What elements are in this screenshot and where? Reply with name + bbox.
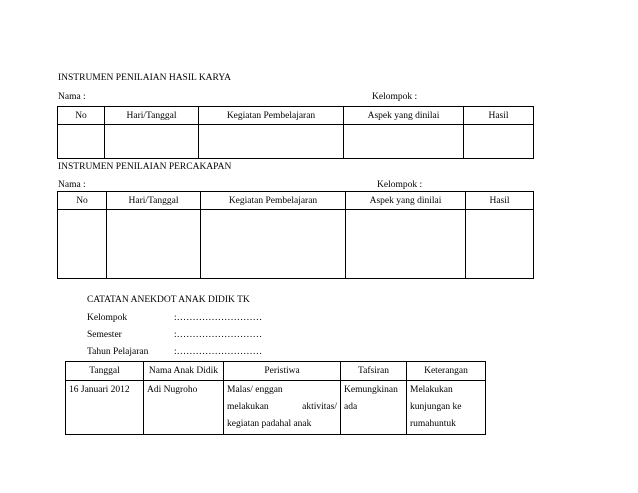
anekdot-table bbox=[65, 361, 486, 435]
table-cell bbox=[464, 125, 534, 159]
nama-value: Adi Nugroho bbox=[147, 385, 198, 395]
section1-header-hasil: Hasil bbox=[464, 107, 534, 125]
anekdot-header-nama: Nama Anak Didik bbox=[144, 362, 224, 381]
field-kelompok-label: Kelompok bbox=[87, 313, 128, 323]
section2-kelompok-label: Kelompok : bbox=[377, 180, 423, 190]
section1-nama-label: Nama : bbox=[58, 92, 86, 102]
table-cell bbox=[346, 210, 466, 279]
field-semester-value: :……………………… bbox=[174, 330, 263, 340]
table-cell bbox=[199, 125, 344, 159]
table-cell bbox=[58, 210, 107, 279]
keterangan-line-1: Melakukan bbox=[410, 385, 453, 395]
cell-tanggal bbox=[66, 381, 144, 435]
table-cell bbox=[201, 210, 346, 279]
table-row bbox=[66, 381, 486, 435]
section1-kelompok-label: Kelompok : bbox=[372, 92, 418, 102]
section2-nama-label: Nama : bbox=[58, 180, 86, 190]
field-semester-label: Semester bbox=[87, 330, 122, 340]
peristiwa-line-1: Malas/ enggan bbox=[227, 385, 283, 395]
table-cell bbox=[58, 125, 105, 159]
section1-header-aspek: Aspek yang dinilai bbox=[344, 107, 464, 125]
table-cell bbox=[344, 125, 464, 159]
peristiwa-line-2b: aktivitas/ bbox=[302, 402, 337, 412]
peristiwa-line-3: kegiatan padahal anak bbox=[227, 419, 312, 429]
cell-keterangan bbox=[407, 381, 486, 435]
section2-header-aspek: Aspek yang dinilai bbox=[346, 192, 466, 210]
section2-table bbox=[57, 191, 534, 279]
table-cell bbox=[466, 210, 534, 279]
section2-header-no: No bbox=[58, 192, 107, 210]
section2-header-hari-tanggal: Hari/Tanggal bbox=[107, 192, 201, 210]
anekdot-header-tanggal: Tanggal bbox=[66, 362, 144, 381]
table-cell bbox=[107, 210, 201, 279]
section2-title: INSTRUMEN PENILAIAN PERCAKAPAN bbox=[58, 162, 232, 172]
section2-header-hasil: Hasil bbox=[466, 192, 534, 210]
cell-tafsiran bbox=[341, 381, 407, 435]
anekdot-header-peristiwa: Peristiwa bbox=[224, 362, 341, 381]
peristiwa-line-2 bbox=[227, 399, 337, 416]
keterangan-line-3: rumahuntuk bbox=[410, 419, 456, 429]
tafsiran-line-1: Kemungkinan bbox=[344, 385, 398, 395]
tanggal-value: 16 Januari 2012 bbox=[69, 385, 130, 395]
section2-header-kegiatan: Kegiatan Pembelajaran bbox=[201, 192, 346, 210]
tafsiran-line-2: ada bbox=[344, 402, 358, 412]
field-tahun-pelajaran-label: Tahun Pelajaran bbox=[87, 347, 149, 357]
table-row bbox=[58, 125, 534, 159]
section1-header-kegiatan: Kegiatan Pembelajaran bbox=[199, 107, 344, 125]
section1-table bbox=[57, 106, 534, 159]
keterangan-line-2: kunjungan ke bbox=[410, 402, 462, 412]
cell-nama bbox=[144, 381, 224, 435]
field-kelompok-value: :……………………… bbox=[174, 313, 263, 323]
anekdot-header-keterangan: Keterangan bbox=[407, 362, 486, 381]
table-row bbox=[58, 210, 534, 279]
field-tahun-pelajaran-value: :……………………… bbox=[174, 347, 263, 357]
section1-title: INSTRUMEN PENILAIAN HASIL KARYA bbox=[58, 73, 232, 83]
table-cell bbox=[105, 125, 199, 159]
anekdot-header-tafsiran: Tafsiran bbox=[341, 362, 407, 381]
section3-title: CATATAN ANEKDOT ANAK DIDIK TK bbox=[87, 295, 250, 305]
cell-peristiwa bbox=[224, 381, 341, 435]
peristiwa-line-2a: melakukan bbox=[227, 402, 269, 412]
section1-header-hari-tanggal: Hari/Tanggal bbox=[105, 107, 199, 125]
section1-header-no: No bbox=[58, 107, 105, 125]
